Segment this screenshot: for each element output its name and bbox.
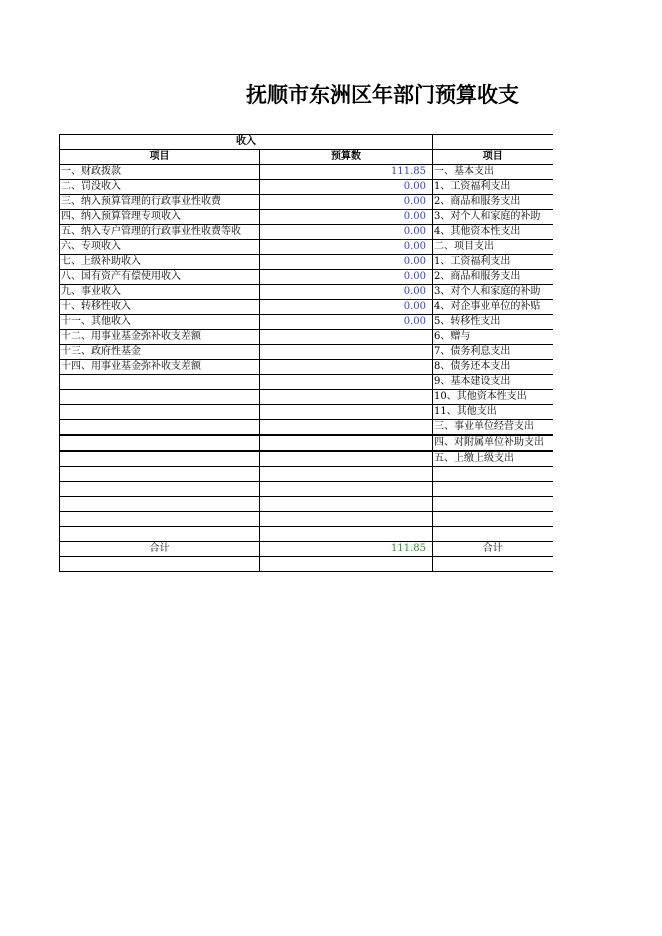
income-item-cell: 二、罚没收入 — [60, 180, 260, 195]
expense-item-cell: 2、商品和服务支出 — [433, 195, 553, 210]
total-row — [60, 542, 553, 557]
income-item-cell — [60, 451, 260, 467]
table-row — [60, 527, 553, 542]
empty-cell — [260, 557, 433, 572]
income-value-cell: 0.00 — [260, 255, 433, 270]
income-item-cell: 六、专项收入 — [60, 240, 260, 255]
income-value-cell: 0.00 — [260, 315, 433, 330]
expense-item-cell: 11、其他支出 — [433, 405, 553, 420]
income-item-cell: 七、上级补助收入 — [60, 255, 260, 270]
expense-item-cell: 四、对附属单位补助支出 — [433, 435, 553, 451]
income-item-cell: 十二、用事业基金弥补收支差额 — [60, 330, 260, 345]
expense-item-cell: 三、事业单位经营支出 — [433, 420, 553, 436]
total-value: 111.85 — [260, 542, 433, 557]
header-item: 项目 — [60, 150, 260, 165]
expense-item-cell: 2、商品和服务支出 — [433, 270, 553, 285]
expense-item-cell — [433, 482, 553, 497]
expense-item-cell: 7、债务利息支出 — [433, 345, 553, 360]
header-budget: 预算数 — [260, 150, 433, 165]
income-value-cell: 0.00 — [260, 195, 433, 210]
page-title: 抚顺市东洲区年部门预算收支 — [246, 83, 519, 107]
income-item-cell: 九、事业收入 — [60, 285, 260, 300]
income-value-cell — [260, 375, 433, 390]
income-value-cell — [260, 435, 433, 451]
table-row — [60, 512, 553, 527]
income-item-cell — [60, 420, 260, 436]
expense-item-cell: 1、工资福利支出 — [433, 180, 553, 195]
income-item-cell: 十四、用事业基金弥补收支差额 — [60, 360, 260, 375]
income-item-cell — [60, 435, 260, 451]
income-value-cell: 0.00 — [260, 240, 433, 255]
income-item-cell: 四、纳入预算管理专项收入 — [60, 210, 260, 225]
income-item-cell — [60, 467, 260, 482]
income-item-cell: 十一、其他收入 — [60, 315, 260, 330]
income-value-cell — [260, 482, 433, 497]
table-row — [60, 225, 553, 240]
table-row — [60, 210, 553, 225]
table-row — [60, 165, 553, 180]
income-value-cell — [260, 405, 433, 420]
total-expense-label: 合计 — [433, 542, 553, 557]
income-item-cell — [60, 405, 260, 420]
income-value-cell — [260, 390, 433, 405]
income-item-cell — [60, 512, 260, 527]
table-row — [60, 497, 553, 512]
income-item-cell: 一、财政拨款 — [60, 165, 260, 180]
income-item-cell: 十、转移性收入 — [60, 300, 260, 315]
income-item-cell — [60, 375, 260, 390]
table-row — [60, 435, 553, 451]
table-row — [60, 482, 553, 497]
header-income: 收入 — [60, 135, 433, 150]
expense-item-cell — [433, 497, 553, 512]
empty-cell — [60, 557, 260, 572]
table-row — [60, 270, 553, 285]
income-value-cell — [260, 420, 433, 436]
income-value-cell: 0.00 — [260, 225, 433, 240]
income-value-cell: 111.85 — [260, 165, 433, 180]
expense-item-cell: 8、债务还本支出 — [433, 360, 553, 375]
expense-item-cell: 1、工资福利支出 — [433, 255, 553, 270]
income-value-cell — [260, 497, 433, 512]
income-item-cell — [60, 482, 260, 497]
table-row — [60, 557, 553, 572]
header-row-columns — [60, 150, 553, 165]
income-value-cell — [260, 467, 433, 482]
table-row — [60, 195, 553, 210]
expense-item-cell — [433, 467, 553, 482]
income-item-cell — [60, 497, 260, 512]
total-label: 合计 — [60, 542, 260, 557]
table-row — [60, 315, 553, 330]
income-value-cell: 0.00 — [260, 180, 433, 195]
income-value-cell: 0.00 — [260, 210, 433, 225]
income-value-cell: 0.00 — [260, 270, 433, 285]
empty-cell — [433, 557, 553, 572]
header-expense-item: 项目 — [433, 150, 553, 165]
expense-item-cell — [433, 527, 553, 542]
table-row — [60, 330, 553, 345]
income-item-cell — [60, 390, 260, 405]
income-value-cell: 0.00 — [260, 285, 433, 300]
income-item-cell: 五、纳入专户管理的行政事业性收费等收 — [60, 225, 260, 240]
expense-item-cell: 4、对企事业单位的补贴 — [433, 300, 553, 315]
table-row — [60, 420, 553, 436]
table-row — [60, 375, 553, 390]
table-row — [60, 467, 553, 482]
expense-item-cell: 9、基本建设支出 — [433, 375, 553, 390]
income-value-cell: 0.00 — [260, 300, 433, 315]
table-row — [60, 405, 553, 420]
table-row — [60, 451, 553, 467]
expense-item-cell: 五、上缴上级支出 — [433, 451, 553, 467]
header-row-income — [60, 135, 553, 150]
income-value-cell — [260, 527, 433, 542]
income-item-cell: 三、纳入预算管理的行政事业性收费 — [60, 195, 260, 210]
expense-item-cell: 二、项目支出 — [433, 240, 553, 255]
expense-item-cell: 3、对个人和家庭的补助 — [433, 210, 553, 225]
income-item-cell: 十三、政府性基金 — [60, 345, 260, 360]
table-row — [60, 180, 553, 195]
table-row — [60, 285, 553, 300]
income-value-cell — [260, 360, 433, 375]
income-item-cell — [60, 527, 260, 542]
table-row — [60, 240, 553, 255]
table-row — [60, 360, 553, 375]
expense-item-cell: 4、其他资本性支出 — [433, 225, 553, 240]
expense-item-cell: 5、转移性支出 — [433, 315, 553, 330]
table-row — [60, 255, 553, 270]
income-value-cell — [260, 512, 433, 527]
table-row — [60, 390, 553, 405]
income-value-cell — [260, 451, 433, 467]
expense-item-cell: 3、对个人和家庭的补助 — [433, 285, 553, 300]
income-value-cell — [260, 330, 433, 345]
income-item-cell: 八、国有资产有偿使用收入 — [60, 270, 260, 285]
expense-item-cell — [433, 512, 553, 527]
budget-table — [59, 134, 553, 572]
table-row — [60, 345, 553, 360]
table-row — [60, 300, 553, 315]
expense-item-cell: 一、基本支出 — [433, 165, 553, 180]
header-expense-blank — [433, 135, 553, 150]
expense-item-cell: 6、赠与 — [433, 330, 553, 345]
income-value-cell — [260, 345, 433, 360]
expense-item-cell: 10、其他资本性支出 — [433, 390, 553, 405]
